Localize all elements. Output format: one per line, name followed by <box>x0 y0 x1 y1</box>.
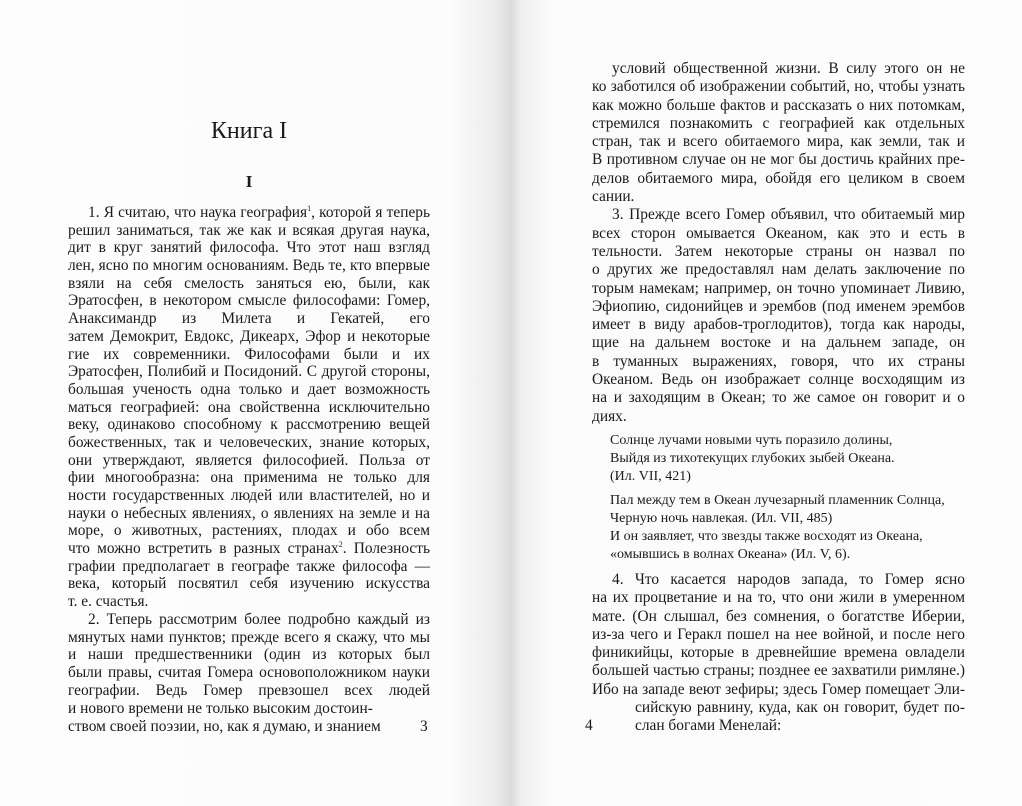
text-line: науки о небесных явлениях, о явлениях на земле и на <box>68 504 430 522</box>
text-line: торым намекам; например, он точно упоминает Ливию, <box>592 279 965 297</box>
text-line: Пал между тем в Океан лучезарный пламенник Солнца, <box>610 493 945 508</box>
text-line: из-за чего и Геракл пошел на нее войной, и после него <box>592 625 965 643</box>
right-page <box>510 0 1022 806</box>
text-line: они утверждают, является философией. Польза от <box>68 451 430 469</box>
text-line: ности государственных людей или властителей, но и <box>68 487 430 504</box>
text-line: о других же предоставлял нам делать заключение по <box>592 261 965 279</box>
text-line: 4. Что касается народов запада, то Гомер ясно <box>612 571 965 588</box>
text-line: «омывшись в волнах Океана» (Ил. V, 6). <box>610 547 851 562</box>
text-line: 1. Я считаю, что наука география$^1$, которой я теперь <box>88 204 430 221</box>
verse-quote <box>610 432 895 486</box>
text-line: фии многообразна: она применима не только для <box>68 469 430 487</box>
text-line: слан богами Менелай: <box>635 717 782 735</box>
text-line: море, о животных, растениях, плодах и обо всем <box>68 522 430 540</box>
text-line: географии. Ведь Гомер превзошел всех людей <box>68 681 430 699</box>
text-line: условий общественной жизни. В силу этого он не <box>612 60 965 77</box>
text-line: Эратосфен, Полибий и Посидоний. С другой стороны, <box>68 363 430 381</box>
text-line: как можно больше фактов и рассказать о них потомкам, <box>592 96 965 114</box>
right-short-lines <box>635 699 965 736</box>
text-line: века, который посвятил себя изучению искусства <box>68 575 430 593</box>
text-line: графии предполагает в географе также философа — <box>68 557 430 575</box>
text-line: Солнце лучами новыми чуть поразило долины, <box>610 433 893 448</box>
text-line: Анаксимандр из Милета и Гекатей, его <box>68 310 430 328</box>
text-line: на их процветание и на то, что они жили в умеренном <box>592 589 965 607</box>
left-body-text <box>68 204 430 699</box>
text-line: Ибо на западе веют зефиры; здесь Гомер помещает Эли- <box>592 680 965 698</box>
text-line: сании. <box>592 188 635 206</box>
text-line: ко заботился об изображении событий, но, чтобы узнать <box>592 78 965 96</box>
left-short-lines <box>68 700 381 735</box>
text-line: дит в круг занятий философа. Что этот наш взгляд <box>68 239 430 257</box>
text-line: мянутых нами пунктов; прежде всего я скажу, что мы <box>68 628 430 646</box>
page-number: 3 <box>420 718 428 735</box>
text-line: имеет в виду арабов-троглодитов), тогда как народы, <box>592 316 965 334</box>
page-number: 4 <box>585 717 593 734</box>
left-page <box>0 0 510 806</box>
text-line: в туманных выражениях, говоря, что их страны <box>592 352 965 370</box>
text-line: щие на дальнем востоке и на дальнем западе, он <box>592 334 965 352</box>
text-line: большая ученость одна только и дает возможность <box>68 380 430 398</box>
text-line: стран, так и всего обитаемого мира, как земли, так и <box>592 133 965 151</box>
text-line: 3. Прежде всего Гомер объявил, что обитаемый мир <box>612 206 965 224</box>
text-line: Черную ночь навлекая. (Ил. VII, 485) <box>610 511 833 526</box>
text-line: (Ил. VII, 421) <box>610 469 691 484</box>
text-line: диях. <box>592 407 627 425</box>
text-line: тельности. Затем некоторые страны он назвал по <box>592 242 965 260</box>
text-line: мате. (Он слышал, без сомнения, о богатстве Иберии, <box>592 607 965 625</box>
text-line: Океаном. Ведь он изображает солнце восходящим из <box>592 371 965 389</box>
text-line: ством своей поэзии, но, как я думаю, и знанием <box>68 717 381 735</box>
text-line: И он заявляет, что звезды также восходят из Океана, <box>610 529 923 544</box>
text-line: маться географией: она свойственна исключительно <box>68 398 430 416</box>
text-line: лен, ясно по многим основаниям. Ведь те, кто впервые <box>68 257 430 275</box>
text-line: на и заходящим в Океан; то же самое он говорит и о <box>592 389 965 407</box>
text-line: веку, одинаково способному к рассмотрению вещей <box>68 416 430 434</box>
verse-quote <box>610 492 945 564</box>
text-line: В противном случае он не мог бы достичь крайних пре- <box>592 151 965 169</box>
text-line: финикийцы, которые в древнейшие времена овладели <box>592 644 965 662</box>
text-line: были правы, считая Гомера основоположником науки <box>68 663 430 681</box>
text-line: и наши предшественники (один из которых был <box>68 646 430 664</box>
right-body-text <box>592 60 965 426</box>
text-line: божественных, так и человеческих, знание которых, <box>68 433 430 451</box>
text-line: и нового времени не только высоким достоин- <box>68 700 373 717</box>
text-line: сийскую равнину, куда, как он говорит, будет по- <box>635 699 965 716</box>
text-line: взяли на себя смелость заняться ею, были, как <box>68 274 430 292</box>
text-line: 2. Теперь рассмотрим более подробно каждый из <box>88 610 430 628</box>
text-line: большей частью страны; позднее ее захватили римляне.) <box>592 662 965 680</box>
text-line: Эратосфен, в некотором смысле философами: Гомер, <box>68 292 430 310</box>
text-line: Выйдя из тихотекущих глубоких зыбей Океана. <box>610 451 895 466</box>
text-line: т. е. счастья. <box>68 593 149 611</box>
text-line: стремился познакомить с географией как отдельных <box>592 114 965 132</box>
book-title: Книга I <box>210 118 288 144</box>
chapter-number: I <box>245 172 253 191</box>
text-line: Эфиопию, сидонийцев и эрембов (под именем эрембов <box>592 297 965 315</box>
text-line: гие их современники. Философами были и их <box>68 345 430 363</box>
text-line: что можно встретить в разных странах$^2$. Полезность <box>68 540 430 558</box>
text-line: всех сторон омывается Океаном, как это и есть в <box>592 224 965 242</box>
text-line: решил заниматься, так же как и всякая другая наука, <box>68 221 430 239</box>
text-line: делов обитаемого мира, обойдя его целиком в своем <box>592 169 965 187</box>
text-line: затем Демокрит, Евдокс, Дикеарх, Эфор и некоторые <box>68 327 430 345</box>
paragraph-4 <box>592 571 965 699</box>
